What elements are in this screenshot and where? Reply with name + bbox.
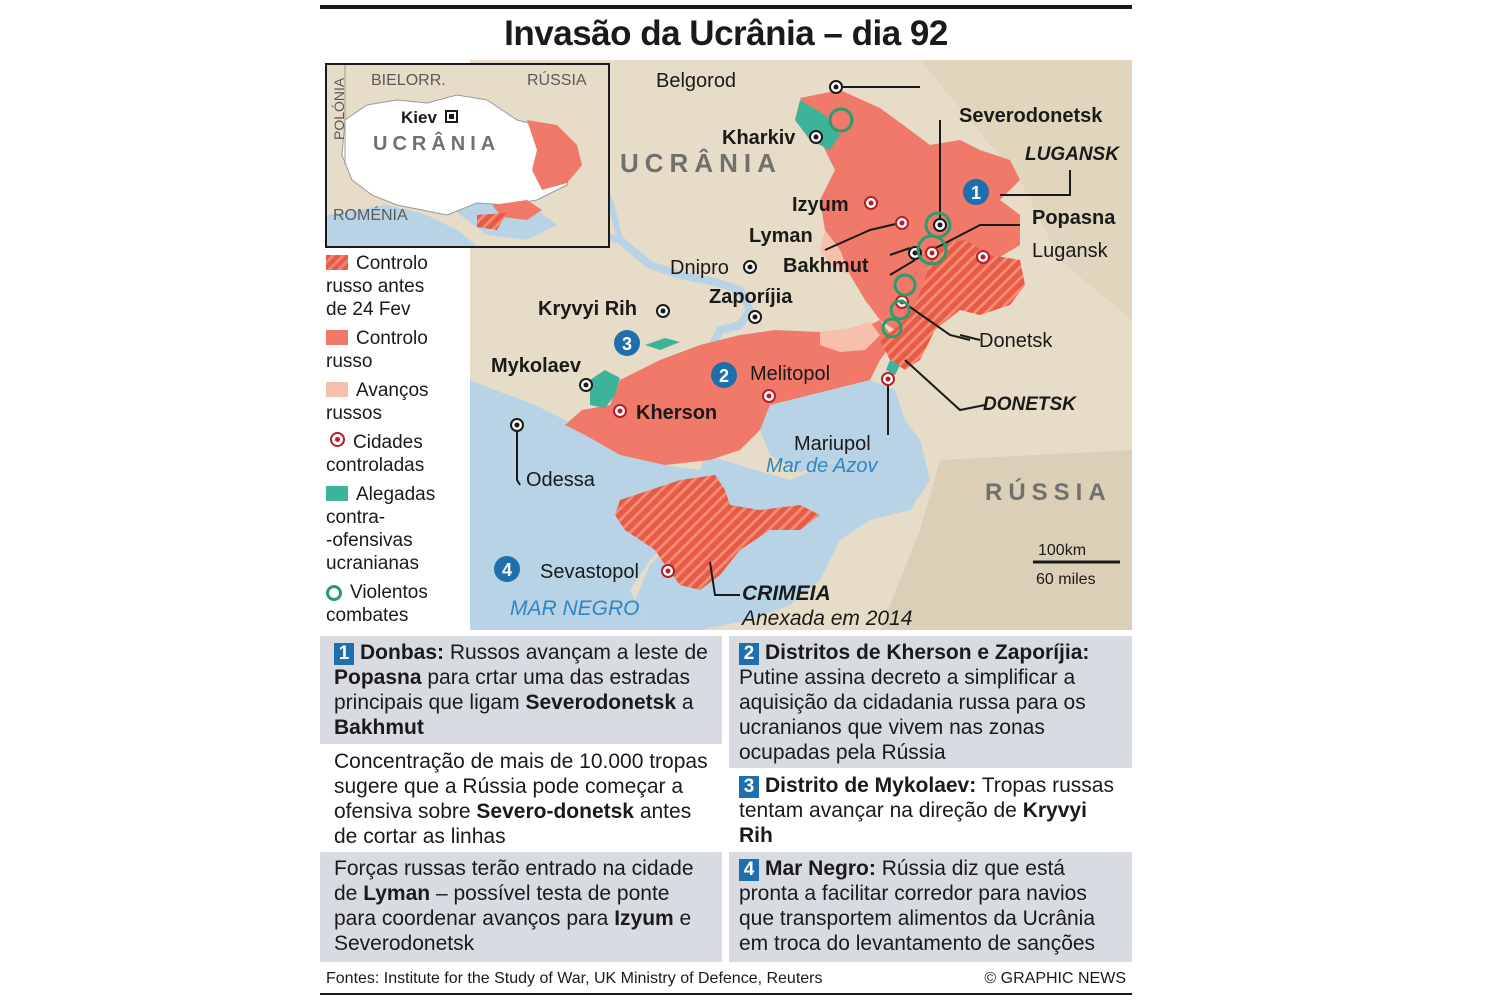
- legend-combat: Violentos combates: [326, 582, 428, 626]
- city-popasna: Popasna: [1032, 207, 1116, 229]
- svg-text:2: 2: [718, 366, 730, 386]
- panel-1-number: 1: [334, 643, 354, 665]
- city-kryvyi: Kryvyi Rih: [538, 298, 637, 320]
- inset-russia: RÚSSIA: [527, 72, 587, 89]
- legend-pre-control: Controlo russo antes de 24 Fev: [326, 253, 428, 320]
- city-odessa: Odessa: [526, 469, 595, 491]
- inset-kiev: Kiev: [401, 108, 437, 127]
- label-lugansk: LUGANSK: [1025, 144, 1119, 165]
- panel-1c: Forças russas terão entrado na cidade de Lyman – possível testa de ponte para coordenar avanços para Izyum e Severodonetsk: [320, 852, 722, 962]
- sources: Fontes: Institute for the Study of War, UK Ministry of Defence, Reuters: [326, 970, 823, 987]
- label-ucrania: UCRÂNIA: [620, 148, 782, 178]
- legend-cities: Cidades controladas: [326, 432, 425, 476]
- city-severodonetsk: Severodonetsk: [959, 105, 1103, 127]
- svg-text:4: 4: [501, 560, 513, 580]
- city-mykolaev: Mykolaev: [491, 355, 582, 377]
- city-mariupol: Mariupol: [794, 433, 871, 455]
- label-crimea-note: Anexada em 2014: [742, 607, 913, 630]
- legend-control: Controlo russo: [326, 328, 428, 372]
- city-kharkiv: Kharkiv: [722, 127, 796, 149]
- city-dnipro: Dnipro: [670, 257, 729, 279]
- panel-3: 3 Distrito de Mykolaev: Tropas russas tentam avançar na direção de Kryvyi Rih: [739, 774, 1114, 847]
- top-rule: [320, 5, 1132, 9]
- label-donetsk: DONETSK: [983, 394, 1076, 415]
- label-russia: RÚSSIA: [985, 479, 1112, 506]
- label-azov: Mar de Azov: [766, 455, 878, 477]
- panel-2: 2 Distritos de Kherson e Zaporíjia: Putine assina decreto a simplificar a aquisição da cidadania russa para os ucranianos que vivem nas zonas ocupadas pela Rússia: [729, 636, 1132, 768]
- panel-1: 1 Donbas: Russos avançam a leste de Popasna para crtar uma das estradas principais que ligam Severodonetsk a Bakhmut: [320, 636, 722, 744]
- legend-advances: Avanços russos: [326, 380, 429, 424]
- combat-ring-icon: [326, 585, 342, 601]
- swatch-control: [326, 330, 348, 345]
- inset-svg: [327, 65, 608, 246]
- city-zaporijia: Zaporíjia: [709, 286, 793, 308]
- panel-1b: Concentração de mais de 10.000 tropas sugere que a Rússia pode começar a ofensiva sobre Severo-donetsk antes de cortar as linhas: [334, 750, 708, 848]
- scale-miles: 60 miles: [1036, 571, 1096, 588]
- scale-km: 100km: [1038, 542, 1087, 559]
- inset-bielorr: BIELORR.: [371, 72, 446, 89]
- city-belgorod: Belgorod: [656, 70, 737, 92]
- legend-counter: Alegadas contra- -ofensivas ucranianas: [326, 484, 436, 574]
- swatch-counter: [326, 486, 348, 501]
- panel-right: [729, 636, 1132, 962]
- svg-text:3: 3: [621, 334, 633, 354]
- city-izyum: Izyum: [792, 194, 849, 216]
- panel-4: 4 Mar Negro: Rússia diz que está pronta a facilitar corredor para navios que transportem alimentos da Ucrânia em troca do levantamento de sanções: [729, 852, 1132, 962]
- city-sevastopol: Sevastopol: [540, 561, 639, 583]
- legend: [326, 252, 476, 633]
- city-kherson: Kherson: [636, 402, 718, 424]
- inset-ucrania: UCRÂNIA: [373, 133, 501, 155]
- city-bakhmut: Bakhmut: [783, 255, 869, 277]
- label-black-sea: MAR NEGRO: [510, 597, 640, 620]
- panel-4-number: 4: [739, 859, 759, 881]
- page-title: Invasão da Ucrânia – dia 92: [504, 14, 948, 53]
- label-crimeia: CRIMEIA: [742, 582, 831, 605]
- bottom-rule: [320, 993, 1132, 995]
- city-melitopol: Melitopol: [750, 363, 831, 385]
- footer: [320, 966, 1132, 992]
- panel-2-number: 2: [739, 643, 759, 665]
- panel-3-number: 3: [739, 776, 759, 798]
- city-lyman: Lyman: [749, 225, 813, 247]
- city-donetsk: Donetsk: [979, 330, 1053, 352]
- swatch-pre-control: [326, 255, 348, 270]
- swatch-advances: [326, 382, 348, 397]
- credit: © GRAPHIC NEWS: [984, 970, 1126, 987]
- svg-text:1: 1: [970, 183, 982, 203]
- inset-map: [325, 63, 610, 248]
- panel-left: [320, 636, 722, 962]
- inset-romenia: ROMÉNIA: [333, 207, 408, 224]
- inset-polonia: POLÓNIA: [331, 77, 347, 140]
- controlled-city-icon: [330, 432, 345, 447]
- city-lugansk: Lugansk: [1032, 240, 1108, 262]
